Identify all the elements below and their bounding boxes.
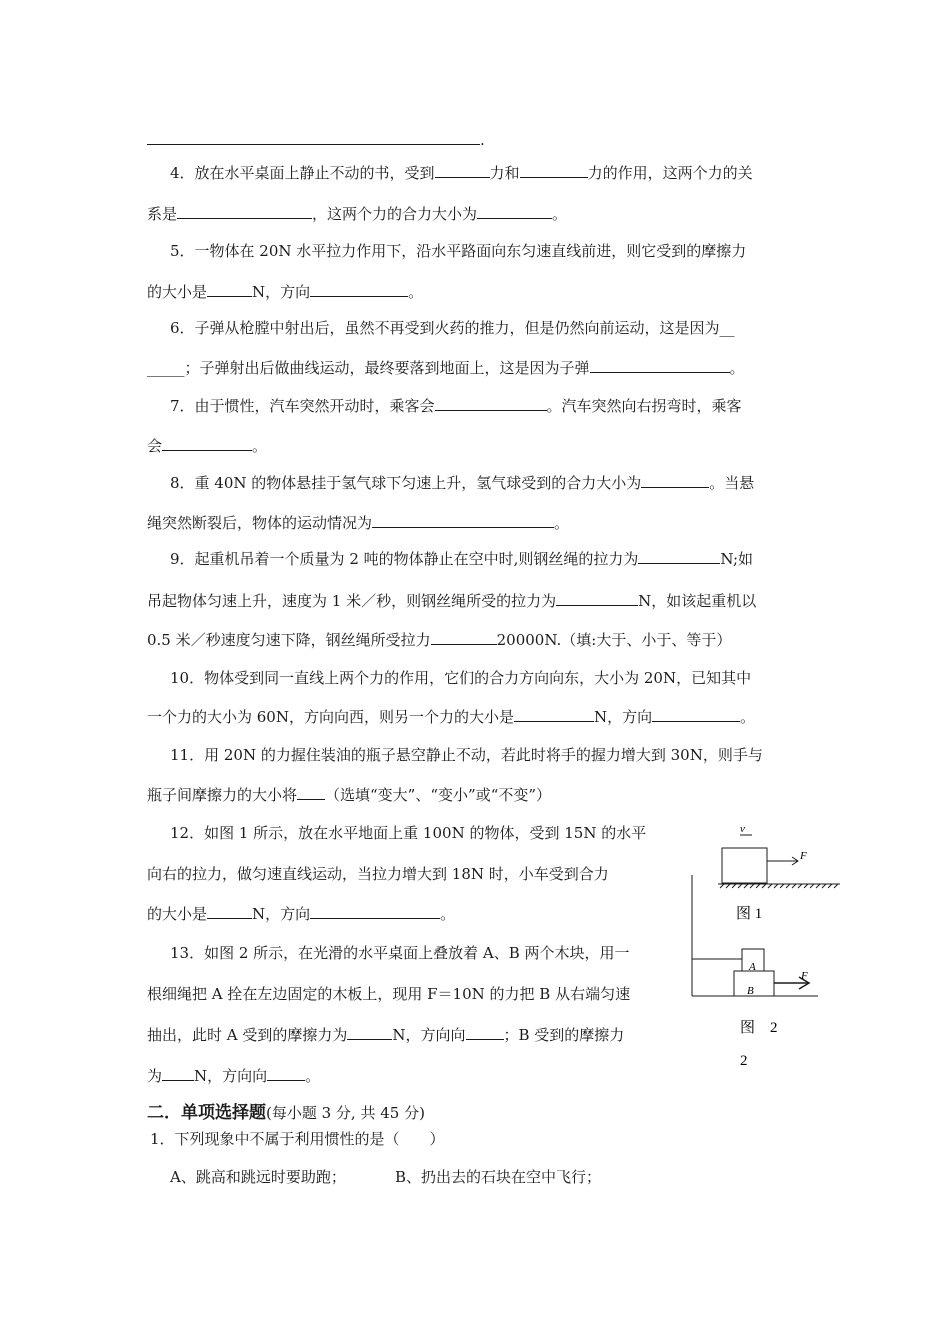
answer-blank: [435, 396, 547, 411]
question-13-line-1: 13．如图 2 所示，在光滑的水平桌面上叠放着 A、B 两个木块，用一: [170, 944, 630, 962]
answer-blank: [162, 1066, 194, 1081]
question-4-line-1: 4．放在水平桌面上静止不动的书，受到 力和 力的作用，这两个力的关: [170, 164, 753, 182]
answer-blank: [590, 358, 730, 373]
question-13-line-3: 抽出，此时 A 受到的摩擦力为 N，方向向 ；B 受到的摩擦力: [147, 1026, 625, 1044]
question-9-line-3: 0.5 米／秒速度匀速下降，钢丝绳所受拉力 20000N.（填:大于、小于、等于）: [147, 631, 732, 649]
question-10-line-2: 一个力的大小为 60N，方向向西，则另一个力的大小是 N，方向 。: [147, 708, 756, 726]
answer-blank: [435, 163, 490, 178]
figure-2: [692, 875, 818, 1069]
answer-blank: [638, 549, 720, 564]
answer-blank: [652, 707, 740, 722]
question-7-line-2: 会 。: [147, 437, 268, 455]
question-11-line-1: 11．用 20N 的力握住装油的瓶子悬空静止不动，若此时将手的握力增大到 30N，则手与: [170, 746, 763, 764]
question-6-line-1: 6．子弹从枪膛中射出后，虽然不再受到火药的推力，但是仍然向前运动，这是因为__: [170, 319, 735, 337]
question-4-line-2: 系是 ，这两个力的合力大小为 。: [147, 205, 568, 223]
block-object: [722, 848, 767, 883]
question-12-line-3: 的大小是 N，方向 。: [147, 905, 456, 923]
answer-blank: [520, 163, 588, 178]
answer-blank: [641, 473, 709, 488]
answer-blank: [477, 204, 552, 219]
answer-blank: [162, 436, 252, 451]
answer-blank: [207, 282, 252, 297]
section-2-heading: [147, 1103, 425, 1123]
question-9-line-2: 吊起物体匀速上升，速度为 1 米／秒，则钢丝绳所受的拉力为 N，如该起重机以: [147, 592, 757, 610]
answer-blank: [466, 1025, 504, 1040]
question-10-line-1: 10．物体受到同一直线上两个力的作用，它们的合力方向向东，大小为 20N，已知其中: [170, 669, 752, 687]
answer-blank: [556, 591, 638, 606]
figure-diagrams: [680, 815, 850, 1085]
force-label: F: [800, 850, 807, 862]
velocity-label: v: [740, 823, 745, 835]
answer-blank: [372, 513, 554, 528]
answer-blank: [347, 1025, 392, 1040]
question-12-line-2: 向右的拉力，做匀速直线运动，当拉力增大到 18N 时，小车受到合力: [147, 865, 609, 883]
section-2-title: 二．单项选择题: [147, 1103, 266, 1123]
question-12-line-1: 12．如图 1 所示，放在水平地面上重 100N 的物体，受到 15N 的水平: [170, 824, 647, 842]
figure-2-label: 图 2: [740, 1020, 778, 1036]
block-b: [734, 971, 774, 996]
figure-1-label: 图 1: [736, 906, 763, 922]
question-13-line-2: 根细绳把 A 拴在左边固定的木板上，现用 F＝10N 的力把 B 从右端匀速: [147, 985, 631, 1003]
ground-hatch: [720, 884, 838, 888]
section-2-note: (每小题 3 分, 共 45 分): [266, 1104, 425, 1122]
block-b-label: B: [747, 985, 754, 997]
question-8-line-1: 8．重 40N 的物体悬挂于氢气球下匀速上升，氢气球受到的合力大小为 。当悬: [170, 474, 755, 492]
question-11-line-2: 瓶子间摩擦力的大小将 （选填“变大”、“变小”或“不变”）: [147, 786, 552, 804]
pull-force-label: F: [801, 970, 808, 982]
answer-blank: [177, 204, 312, 219]
answer-blank: [310, 904, 440, 919]
answer-blank: [431, 630, 497, 645]
question-13-line-4: 为 N，方向向 。: [147, 1067, 321, 1085]
choice-1-option-a: A、跳高和跳远时要助跑；: [170, 1168, 346, 1186]
answer-blank: [514, 707, 594, 722]
question-5-line-2: 的大小是 N，方向 。: [147, 283, 424, 301]
question-9-line-1: 9．起重机吊着一个质量为 2 吨的物体静止在空中时,则钢丝绳的拉力为 N;如: [170, 550, 754, 568]
figure-1: [718, 823, 840, 922]
answer-blank: [310, 282, 408, 297]
continuation-line: .: [147, 130, 485, 150]
question-7-line-1: 7．由于惯性，汽车突然开动时，乘客会 。汽车突然向右拐弯时，乘客: [170, 397, 742, 415]
answer-blank: [297, 785, 325, 800]
figure-2-extra-label: 2: [740, 1053, 748, 1069]
answer-blank: [147, 130, 480, 145]
choice-question-1: 1．下列现象中不属于利用惯性的是（ ）: [150, 1130, 445, 1148]
answer-blank: [207, 904, 252, 919]
question-5-line-1: 5．一物体在 20N 水平拉力作用下，沿水平路面向东匀速直线前进，则它受到的摩擦力: [170, 242, 747, 260]
answer-blank: [267, 1066, 305, 1081]
choice-1-option-b: B、扔出去的石块在空中飞行；: [395, 1168, 602, 1186]
question-6-line-2: _____；子弹射出后做曲线运动，最终要落到地面上，这是因为子弹 。: [147, 359, 745, 377]
block-a-label: A: [749, 961, 756, 973]
question-8-line-2: 绳突然断裂后，物体的运动情况为 。: [147, 514, 570, 532]
